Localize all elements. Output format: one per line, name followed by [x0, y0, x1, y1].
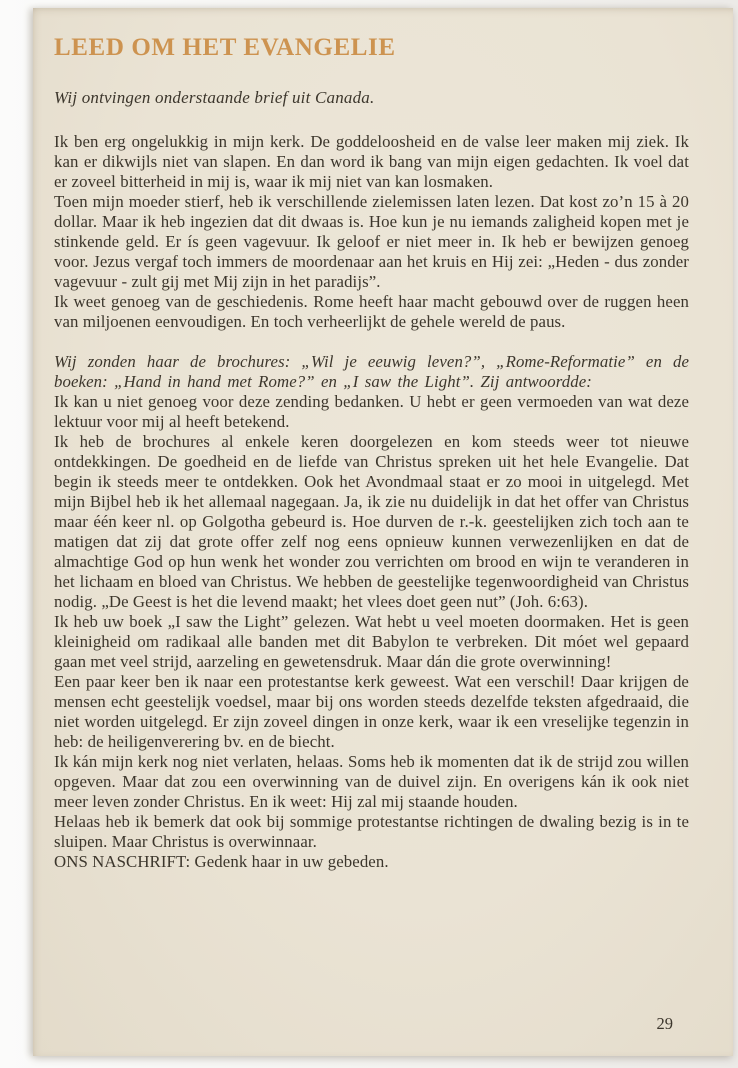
- letter-paragraph: Helaas heb ik bemerk dat ook bij sommige protestantse richtingen de dwaling bezig is in te sluipen. Maar Christus is overwinnaar.: [54, 812, 689, 851]
- letter-paragraph: Een paar keer ben ik naar een protestantse kerk geweest. Wat een verschil! Daar krijgen de mensen echt geestelijk voedsel, maar bij ons worden steeds dezelfde teksten afgedraaid, die niet worden uitgelegd. Er zijn zoveel dingen in onze kerk, waar ik een vreselijke tegenzin in heb: de heiligenverering bv. en de biecht.: [54, 672, 689, 751]
- letter-paragraph: Ik weet genoeg van de geschiedenis. Rome heeft haar macht gebouwd over de ruggen heen van miljoenen eenvoudigen. En toch verheerlijkt de gehele wereld de paus.: [54, 292, 689, 331]
- postscript: ONS NASCHRIFT: Gedenk haar in uw gebeden.: [54, 852, 389, 871]
- book-page: [33, 8, 733, 1056]
- letter-paragraph: Ik heb de brochures al enkele keren doorgelezen en kom steeds weer tot nieuwe ontdekkingen. De goedheid en de liefde van Christus spreken uit het hele Evangelie. Dat begin ik steeds meer te ontdekken. Ook het Avondmaal staat er zo mooi in uitgelegd. Met mijn Bijbel heb ik het allemaal nagegaan. Ja, ik zie nu duidelijk in dat het offer van Christus maar één keer nl. op Golgotha gebeurd is. Hoe durven de r.-k. geestelijken zich toch aan te matigen dat zij dat grote offer zelf nog eens opnieuw kunnen verwezenlijken en dat de almachtige God op hun wenk het wonder zou verrichten om brood en wijn te veranderen in het lichaam en bloed van Christus. We hebben de geestelijke tegenwoordigheid van Christus nodig. „De Geest is het die levend maakt; het vlees doet geen nut” (Joh. 6:63).: [54, 432, 689, 611]
- letter-paragraph: Ik kán mijn kerk nog niet verlaten, helaas. Soms heb ik momenten dat ik de strijd zou willen opgeven. Maar dat zou een overwinning van de duivel zijn. En overigens kán ik ook niet meer leven zonder Christus. En ik weet: Hij zal mij staande houden.: [54, 752, 689, 811]
- page-content: [33, 8, 733, 872]
- letter-paragraph: Ik heb uw boek „I saw the Light” gelezen. Wat hebt u veel moeten doormaken. Het is geen kleinigheid om radikaal alle banden met dit Babylon te verbreken. Dit móet wel gepaard gaan met veel strijd, aarzeling en gewetensdruk. Maar dán die grote overwinning!: [54, 612, 689, 671]
- editorial-note: Wij zonden haar de brochures: „Wil je eeuwig leven?”, „Rome-Reformatie” en de boeken: „Hand in hand met Rome?” en „I saw the Light”. Zij antwoordde:: [54, 352, 689, 391]
- editorial-intro: Wij ontvingen onderstaande brief uit Canada.: [54, 88, 375, 107]
- page-number: 29: [656, 1014, 673, 1033]
- letter-paragraph: Toen mijn moeder stierf, heb ik verschillende zielemissen laten lezen. Dat kost zo’n 15 à 20 dollar. Maar ik heb ingezien dat dit dwaas is. Hoe kun je nu iemands zaligheid kopen met je stinkende geld. Er ís geen vagevuur. Ik geloof er niet meer in. Ik heb er bewijzen genoeg voor. Jezus vergaf toch immers de moordenaar aan het kruis en Hij zei: „Heden - dus zonder vagevuur - zult gij met Mij zijn in het paradijs”.: [54, 192, 689, 291]
- letter-paragraph: Ik ben erg ongelukkig in mijn kerk. De goddeloosheid en de valse leer maken mij ziek. Ik kan er dikwijls niet van slapen. En dan word ik bang van mijn eigen gedachten. Ik voel dat er zoveel bitterheid in mij is, waar ik mij niet van kan losmaken.: [54, 132, 689, 191]
- article-title: LEED OM HET EVANGELIE: [54, 34, 396, 61]
- letter-paragraph: Ik kan u niet genoeg voor deze zending bedanken. U hebt er geen vermoeden van wat deze lektuur voor mij al heeft betekend.: [54, 392, 689, 431]
